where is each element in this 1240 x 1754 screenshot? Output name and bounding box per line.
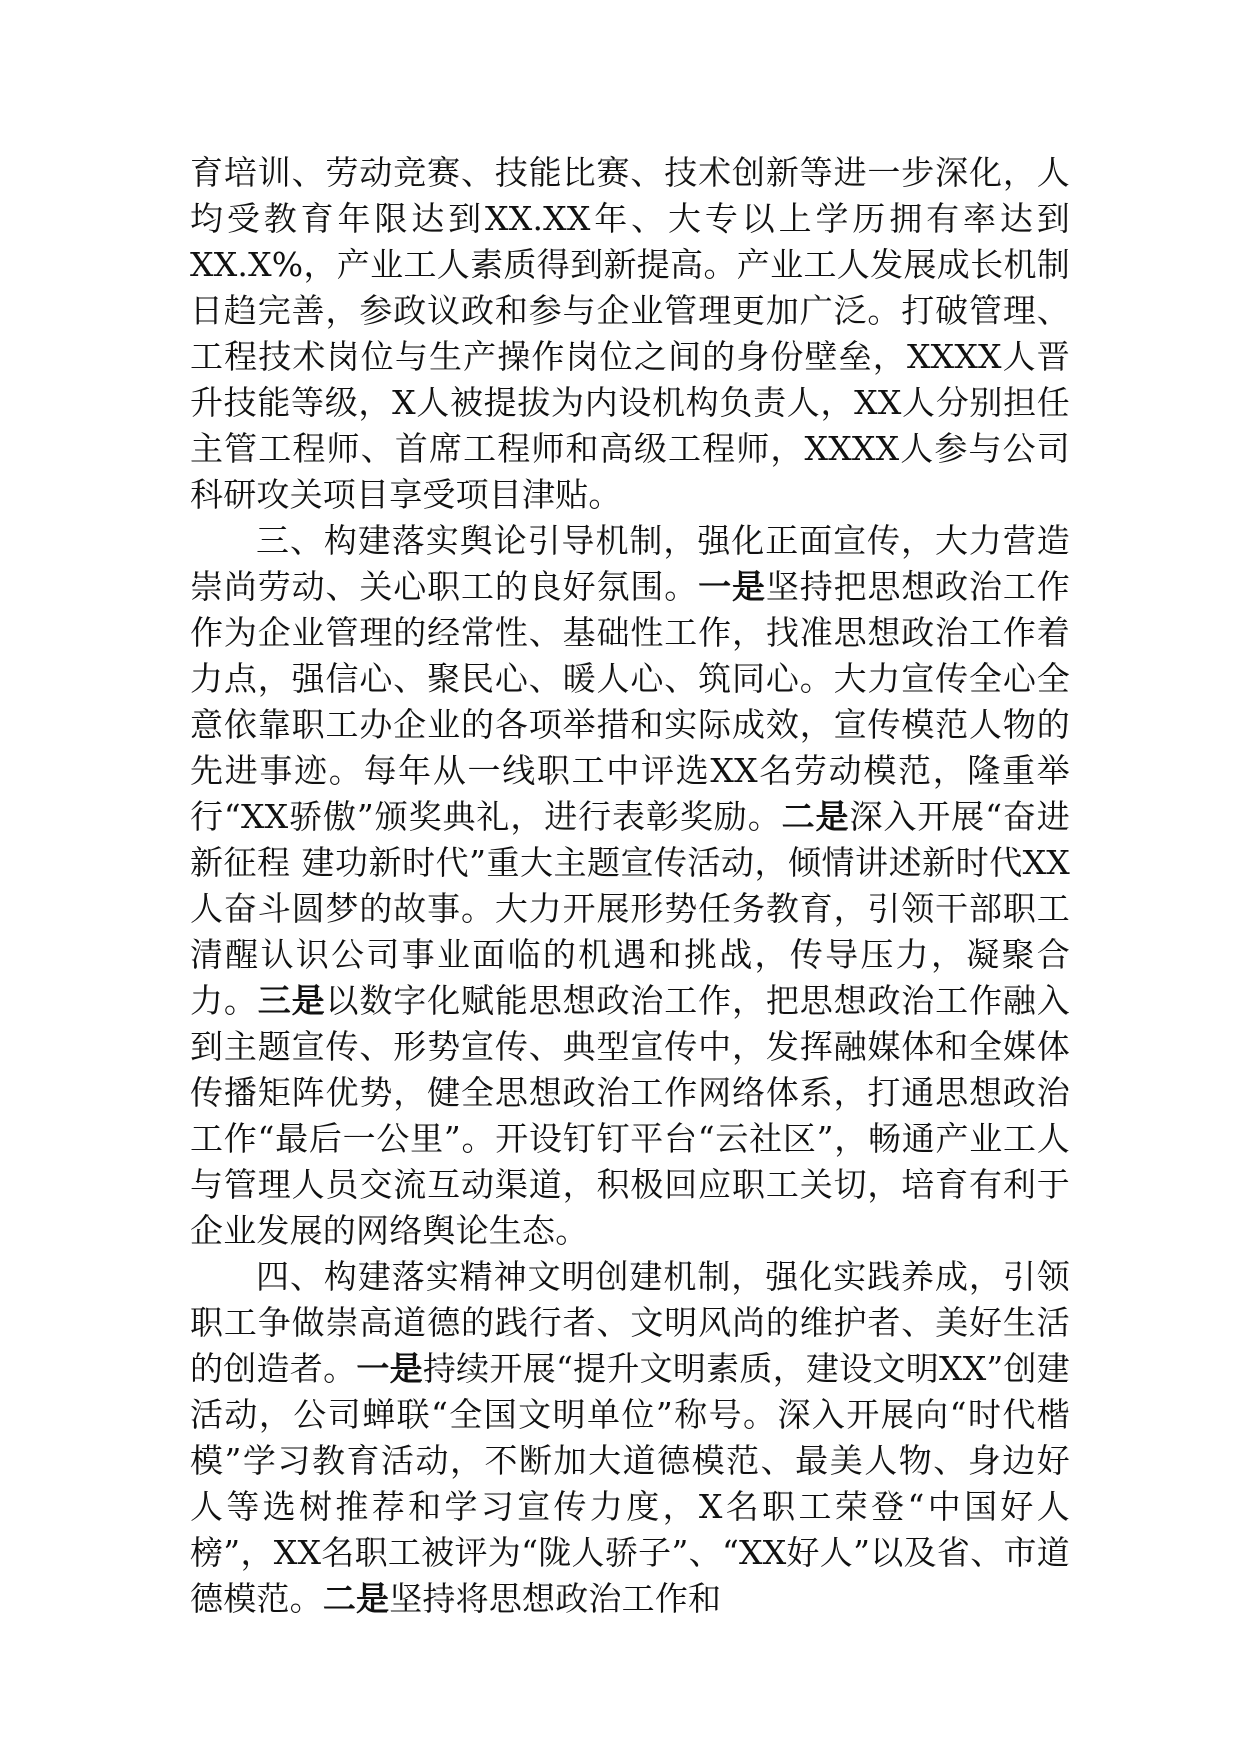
- document-page: [190, 150, 1070, 1622]
- body-text: 深入开展“奋进新征程 建功新时代”重大主题宣传活动，倾情讲述新时代XX人奋斗圆梦的故事。大力开展形势任务教育，引领干部职工清醒认识公司事业面临的机遇和挑战，传导压力，凝聚合力。: [190, 797, 1070, 1020]
- body-text: 坚持把思想政治工作作为企业管理的经常性、基础性工作，找准思想政治工作着力点，强信心、聚民心、暖人心、筑同心。大力宣传全心全意依靠职工办企业的各项举措和实际成效，宣传模范人物的先进事迹。每年从一线职工中评选XX名劳动模范，隆重举行“XX骄傲”颁奖典礼，进行表彰奖励。: [190, 567, 1070, 836]
- body-text: 坚持将思想政治工作和: [389, 1579, 722, 1618]
- body-text: 育培训、劳动竞赛、技能比赛、技术创新等进一步深化，人均受教育年限达到XX.XX年、大专以上学历拥有率达到XX.X%，产业工人素质得到新提高。产业工人发展成长机制日趋完善，参政议政和参与企业管理更加广泛。打破管理、工程技术岗位与生产操作岗位之间的身份壁垒，XXXX人晋升技能等级，X人被提拔为内设机构负责人，XX人分别担任主管工程师、首席工程师和高级工程师，XXXX人参与公司科研攻关项目享受项目津贴。: [190, 153, 1070, 514]
- section-four-heading: 四、构建落实精神文明创建机制，强化实践养成，引领职工争做崇高道德的践行者、文明风尚的维护者、美好生活的创造者。: [190, 1257, 1070, 1388]
- point-one-marker: 一是: [698, 567, 766, 606]
- section-three-heading: 三、构建落实舆论引导机制，强化正面宣传，大力营造崇尚劳动、关心职工的良好氛围。: [190, 521, 1070, 606]
- body-text: 以数字化赋能思想政治工作，把思想政治工作融入到主题宣传、形势宣传、典型宣传中，发挥融媒体和全媒体传播矩阵优势，健全思想政治工作网络体系，打通思想政治工作“最后一公里”。开设钉钉平台“云社区”，畅通产业工人与管理人员交流互动渠道，积极回应职工关切，培育有利于企业发展的网络舆论生态。: [190, 981, 1070, 1250]
- point-three-marker: 三是: [257, 981, 326, 1020]
- paragraph-section-three: [190, 518, 1070, 1254]
- body-text: 持续开展“提升文明素质，建设文明XX”创建活动，公司蝉联“全国文明单位”称号。深入开展向“时代楷模”学习教育活动，不断加大道德模范、最美人物、身边好人等选树推荐和学习宣传力度，X名职工荣登“中国好人榜”，XX名职工被评为“陇人骄子”、“XX好人”以及省、市道德模范。: [190, 1349, 1071, 1618]
- point-two-marker: 二是: [322, 1579, 390, 1618]
- point-two-marker: 二是: [781, 797, 850, 836]
- point-one-marker: 一是: [356, 1349, 423, 1388]
- paragraph-section-four: [190, 1254, 1070, 1622]
- paragraph-achievements: [190, 150, 1070, 518]
